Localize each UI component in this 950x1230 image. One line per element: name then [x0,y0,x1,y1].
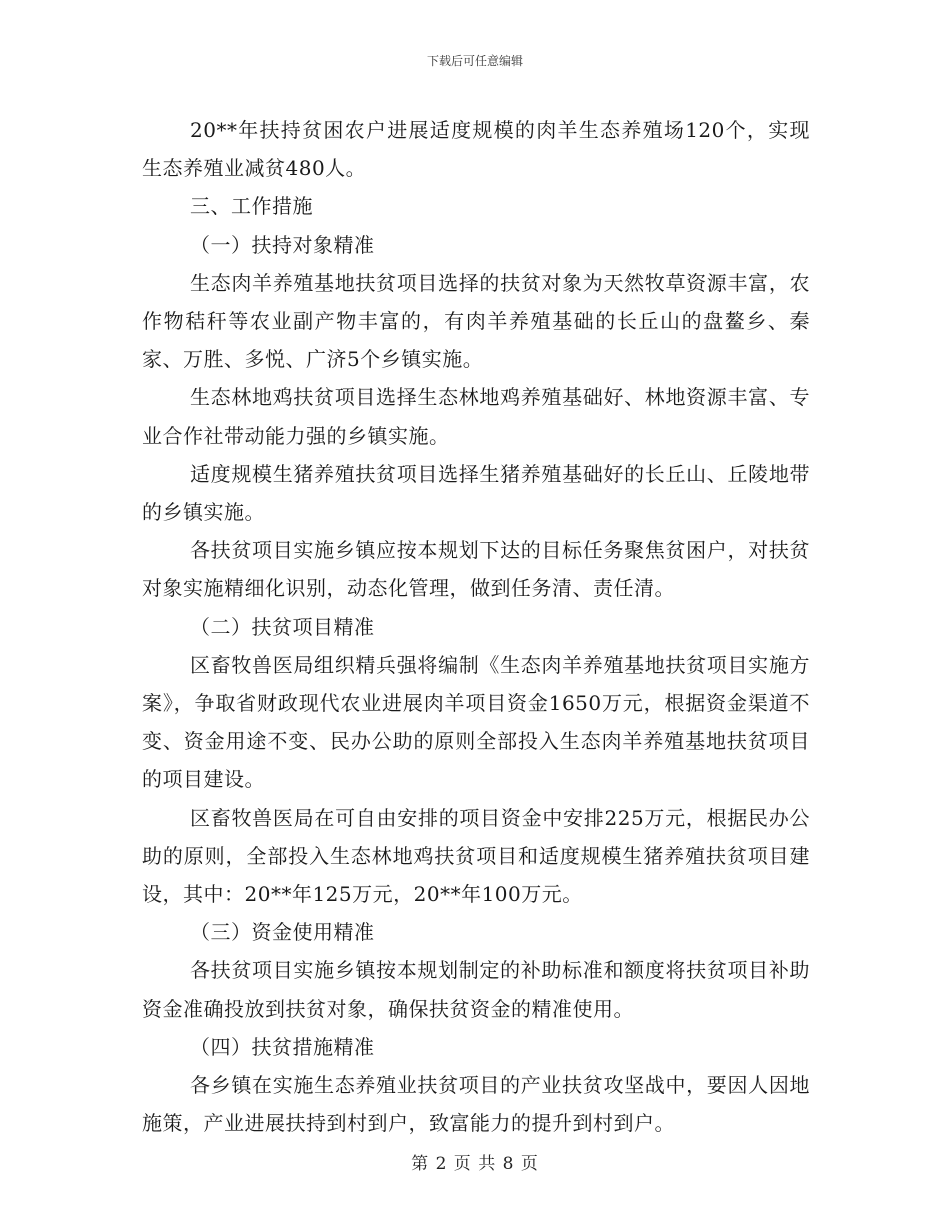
paragraph-local-funding: 区畜牧兽医局在可自由安排的项目资金中安排225万元，根据民办公助的原则，全部投入生态林地鸡扶贫项目和适度规模生猪养殖扶贫项目建设，其中：20**年125万元，20**年100万元。 [142,805,810,907]
document-body [142,111,810,1142]
subheading-measure-precision: （四）扶贫措施精准 [190,1034,375,1059]
paragraph-pig-project: 适度规模生猪养殖扶贫项目选择生猪养殖基础好的长丘山、丘陵地带的乡镇实施。 [142,461,810,525]
paragraph-chicken-project: 生态林地鸡扶贫项目选择生态林地鸡养殖基础好、林地资源丰富、专业合作社带动能力强的乡镇实施。 [142,385,810,448]
subheading-fund-precision: （三）资金使用精准 [190,920,375,945]
paragraph-fund-usage: 各扶贫项目实施乡镇按本规划制定的补助标准和额度将扶贫项目补助资金准确投放到扶贫对象，确保扶贫资金的精准使用。 [142,958,810,1021]
page-number-footer: 第 2 页 共 8 页 [411,1154,539,1174]
page-header-note: 下载后可任意编辑 [426,54,523,68]
paragraph-measures: 各乡镇在实施生态养殖业扶贫项目的产业扶贫攻坚战中，要因人因地施策，产业进展扶持到村到户，致富能力的提升到村到户。 [142,1073,810,1136]
paragraph-goal: 20**年扶持贫困农户进展适度规模的肉羊生态养殖场120个，实现生态养殖业减贫480人。 [142,118,810,181]
subheading-target-precision: （一）扶持对象精准 [190,232,375,257]
section-heading-work-measures: 三、工作措施 [190,194,313,219]
paragraph-sheep-project: 生态肉羊养殖基地扶贫项目选择的扶贫对象为天然牧草资源丰富，农作物秸秆等农业副产物丰富的，有肉羊养殖基础的长丘山的盘鳌乡、秦家、万胜、多悦、广济5个乡镇实施。 [142,270,810,372]
paragraph-focus-poor-households: 各扶贫项目实施乡镇应按本规划下达的目标任务聚焦贫困户，对扶贫对象实施精细化识别，动态化管理，做到任务清、责任清。 [142,538,810,601]
subheading-project-precision: （二）扶贫项目精准 [190,614,375,639]
paragraph-sheep-funding: 区畜牧兽医局组织精兵强将编制《生态肉羊养殖基地扶贫项目实施方案》，争取省财政现代农业进展肉羊项目资金1650万元，根据资金渠道不变、资金用途不变、民办公助的原则全部投入生态肉羊养殖基地扶贫项目的项目建设。 [142,652,810,792]
